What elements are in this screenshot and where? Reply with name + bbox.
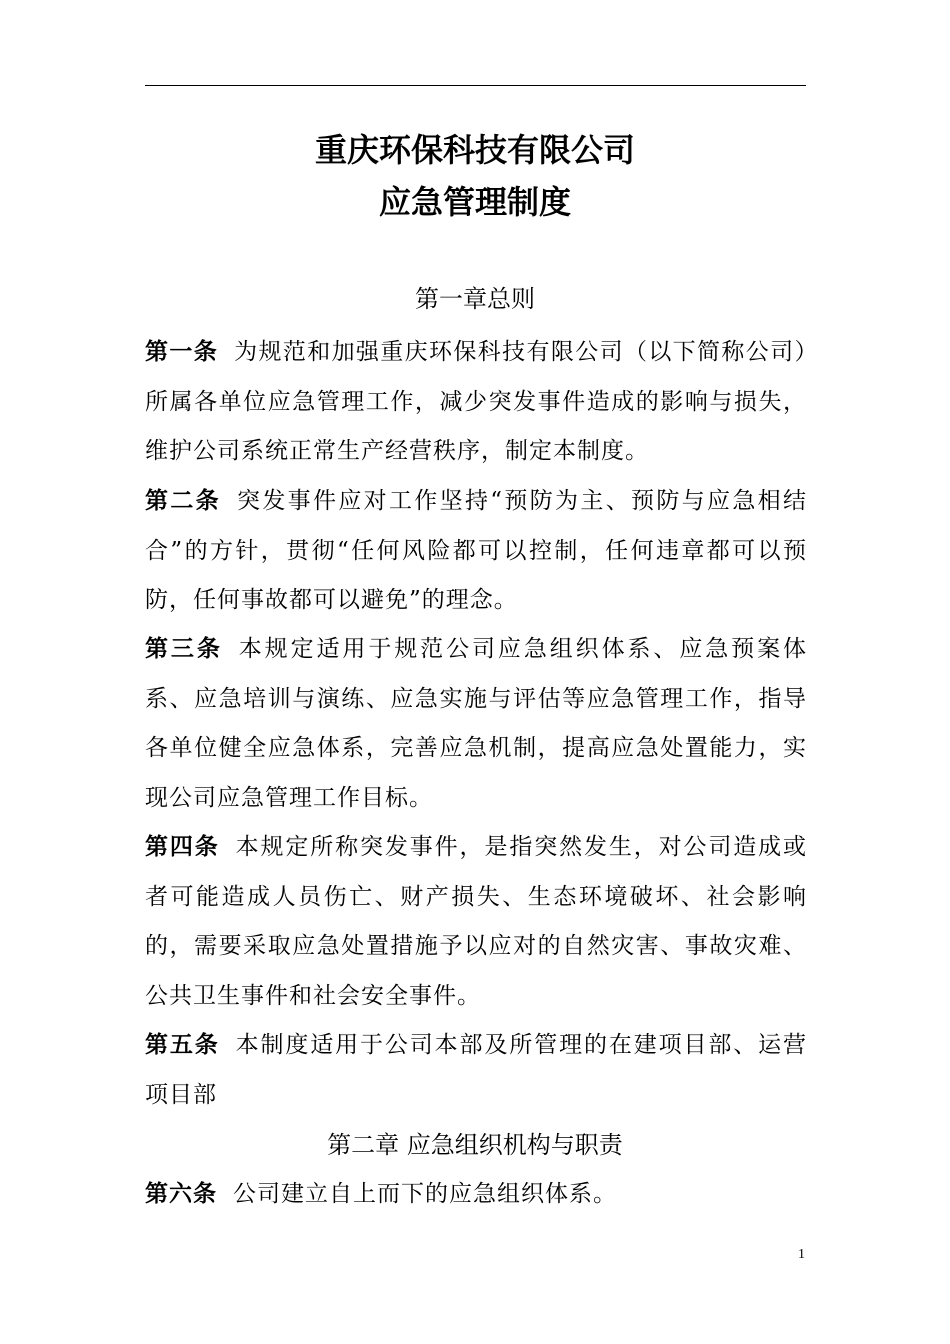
article-6-label: 第六条 [145, 1181, 217, 1207]
article-2-text: 突发事件应对工作坚持“预防为主、预防与应急相结合”的方针，贯彻“任何风险都可以控制，任何违章都可以预防，任何事故都可以避免”的理念。 [145, 488, 808, 613]
article-5 [145, 1021, 807, 1120]
article-5-label: 第五条 [145, 1032, 220, 1058]
article-4-label: 第四条 [145, 834, 220, 860]
article-1-label: 第一条 [145, 339, 219, 365]
header-rule [145, 85, 806, 86]
article-1 [145, 328, 807, 477]
article-2 [145, 477, 807, 626]
document-title-company: 重庆环保科技有限公司 [314, 131, 635, 169]
article-3 [145, 625, 807, 823]
chapter-1-heading: 第一章总则 [415, 285, 535, 313]
article-4 [145, 823, 807, 1021]
article-4-text: 本规定所称突发事件，是指突然发生，对公司造成或者可能造成人员伤亡、财产损失、生态环境破坏、社会影响的，需要采取应急处置措施予以应对的自然灾害、事故灾难、公共卫生事件和社会安全事件。 [145, 834, 808, 1009]
article-3-label: 第三条 [145, 636, 223, 662]
article-6 [145, 1170, 807, 1220]
chapter-2-heading: 第二章 应急组织机构与职责 [327, 1131, 623, 1159]
article-1-text: 为规范和加强重庆环保科技有限公司（以下简称公司）所属各单位应急管理工作，减少突发事件造成的影响与损失，维护公司系统正常生产经营秩序，制定本制度。 [145, 339, 808, 464]
document-title-policy: 应急管理制度 [378, 183, 571, 221]
article-3-text: 本规定适用于规范公司应急组织体系、应急预案体系、应急培训与演练、应急实施与评估等应急管理工作，指导各单位健全应急体系，完善应急机制，提高应急处置能力，实现公司应急管理工作目标。 [145, 636, 807, 811]
page-number: 1 [798, 1247, 805, 1262]
article-5-text: 本制度适用于公司本部及所管理的在建项目部、运营项目部 [145, 1032, 808, 1108]
article-2-label: 第二条 [145, 488, 221, 514]
article-6-text: 公司建立自上而下的应急组织体系。 [233, 1181, 617, 1207]
